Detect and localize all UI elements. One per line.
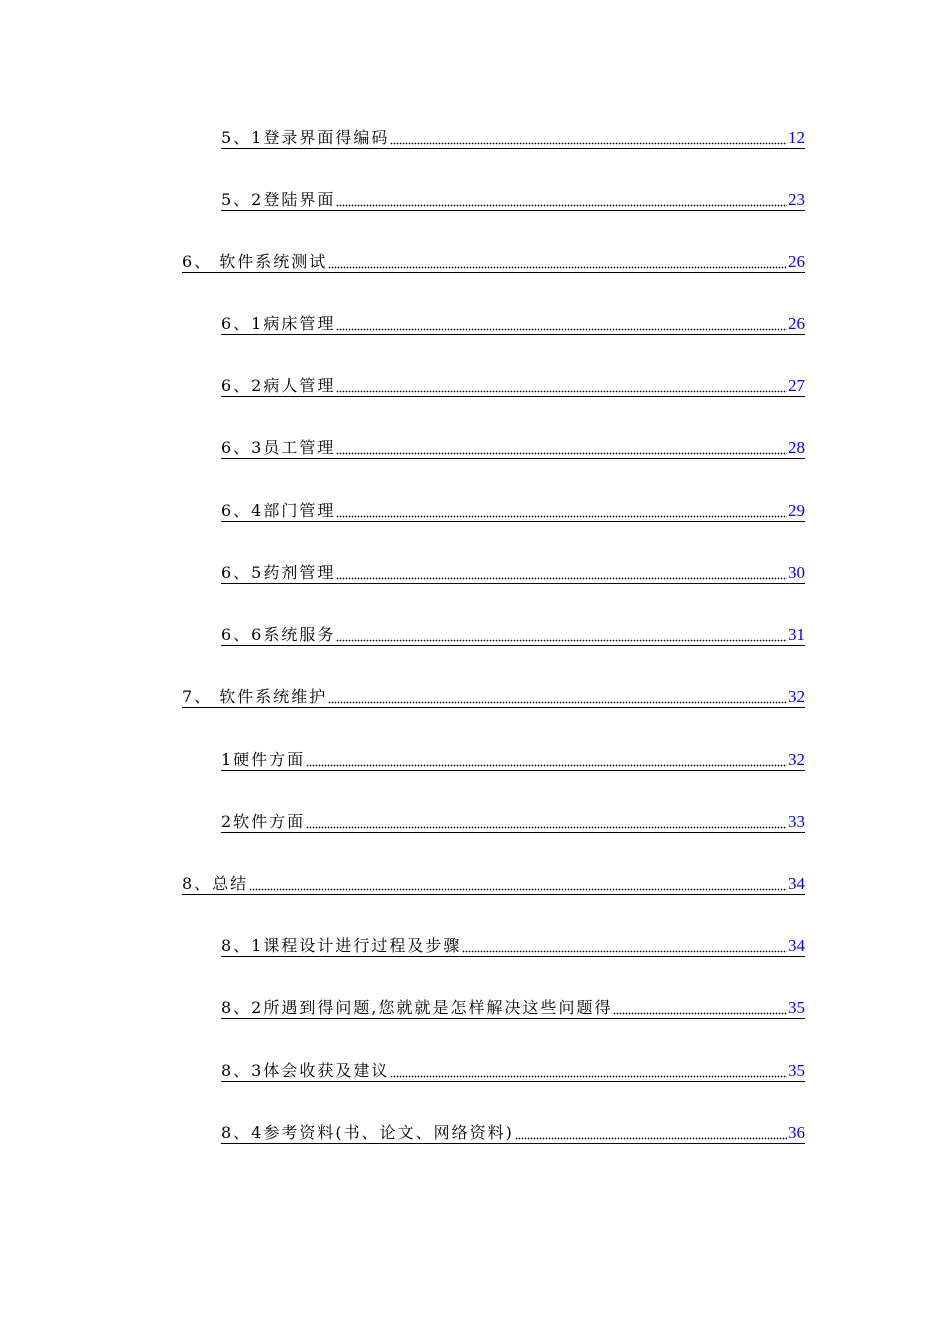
toc-leader-dots — [249, 887, 787, 891]
toc-leader-dots — [613, 1011, 787, 1015]
toc-page-number: 34 — [788, 936, 805, 955]
toc-entry-title: 5、1登录界面得编码 — [221, 128, 390, 147]
toc-entry-title: 6、4部门管理 — [221, 501, 336, 520]
toc-entry[interactable] — [221, 1057, 805, 1082]
toc-entry[interactable] — [221, 434, 805, 459]
toc-entry-title: 8、1课程设计进行过程及步骤 — [221, 936, 462, 955]
toc-entry-title: 5、2登陆界面 — [221, 190, 336, 209]
toc-entry[interactable] — [221, 559, 805, 584]
toc-entry[interactable] — [221, 808, 805, 833]
toc-entry[interactable] — [221, 994, 805, 1019]
toc-entry[interactable] — [182, 683, 805, 708]
toc-leader-dots — [328, 265, 787, 269]
toc-page-number: 31 — [788, 625, 805, 644]
toc-entry[interactable] — [182, 248, 805, 273]
toc-entry[interactable] — [221, 372, 805, 397]
toc-page-number: 32 — [788, 750, 805, 769]
toc-page-number: 26 — [788, 314, 805, 333]
toc-leader-dots — [390, 141, 787, 145]
toc-page-number: 32 — [788, 687, 805, 706]
toc-page-number: 33 — [788, 812, 805, 831]
toc-entry-title: 8、总结 — [182, 874, 249, 893]
toc-entry[interactable] — [221, 186, 805, 211]
toc-entry-title: 7、 软件系统维护 — [182, 687, 328, 706]
toc-page-number: 27 — [788, 376, 805, 395]
toc-leader-dots — [336, 389, 787, 393]
toc-page-number: 34 — [788, 874, 805, 893]
toc-entry-title: 6、1病床管理 — [221, 314, 336, 333]
toc-page-number: 35 — [788, 1061, 805, 1080]
toc-leader-dots — [336, 451, 787, 455]
toc-entry[interactable] — [221, 310, 805, 335]
toc-leader-dots — [336, 638, 787, 642]
toc-leader-dots — [390, 1074, 787, 1078]
toc-leader-dots — [306, 763, 787, 767]
toc-entry[interactable] — [221, 932, 805, 957]
toc-leader-dots — [515, 1136, 787, 1140]
toc-page-number: 28 — [788, 438, 805, 457]
toc-page-number: 26 — [788, 252, 805, 271]
toc-leader-dots — [336, 327, 787, 331]
toc-entry[interactable] — [221, 746, 805, 771]
toc-entry[interactable] — [221, 497, 805, 522]
toc-leader-dots — [336, 576, 787, 580]
toc-entry-title: 6、 软件系统测试 — [182, 252, 328, 271]
toc-entry-title: 1硬件方面 — [221, 750, 306, 769]
toc-entry-title: 8、2所遇到得问题,您就就是怎样解决这些问题得 — [221, 998, 613, 1017]
toc-page-number: 12 — [788, 128, 805, 147]
toc-entry-title: 8、4参考资料(书、论文、网络资料) — [221, 1123, 514, 1142]
toc-entry-title: 6、6系统服务 — [221, 625, 336, 644]
toc-page-number: 35 — [788, 998, 805, 1017]
toc-entry[interactable] — [221, 1119, 805, 1144]
toc-leader-dots — [336, 514, 787, 518]
toc-page-number: 36 — [788, 1123, 805, 1142]
toc-entry-title: 6、5药剂管理 — [221, 563, 336, 582]
toc-entry-title: 2软件方面 — [221, 812, 306, 831]
toc-entry-title: 6、2病人管理 — [221, 376, 336, 395]
toc-entry-title: 8、3体会收获及建议 — [221, 1061, 390, 1080]
toc-leader-dots — [306, 825, 787, 829]
toc-page-number: 29 — [788, 501, 805, 520]
toc-entry[interactable] — [221, 621, 805, 646]
toc-leader-dots — [328, 700, 787, 704]
toc-leader-dots — [336, 203, 787, 207]
toc-page-number: 30 — [788, 563, 805, 582]
toc-entry[interactable] — [182, 870, 805, 895]
toc-entry[interactable] — [221, 124, 805, 149]
toc-page-number: 23 — [788, 190, 805, 209]
toc-entry-title: 6、3员工管理 — [221, 438, 336, 457]
toc-leader-dots — [462, 949, 787, 953]
